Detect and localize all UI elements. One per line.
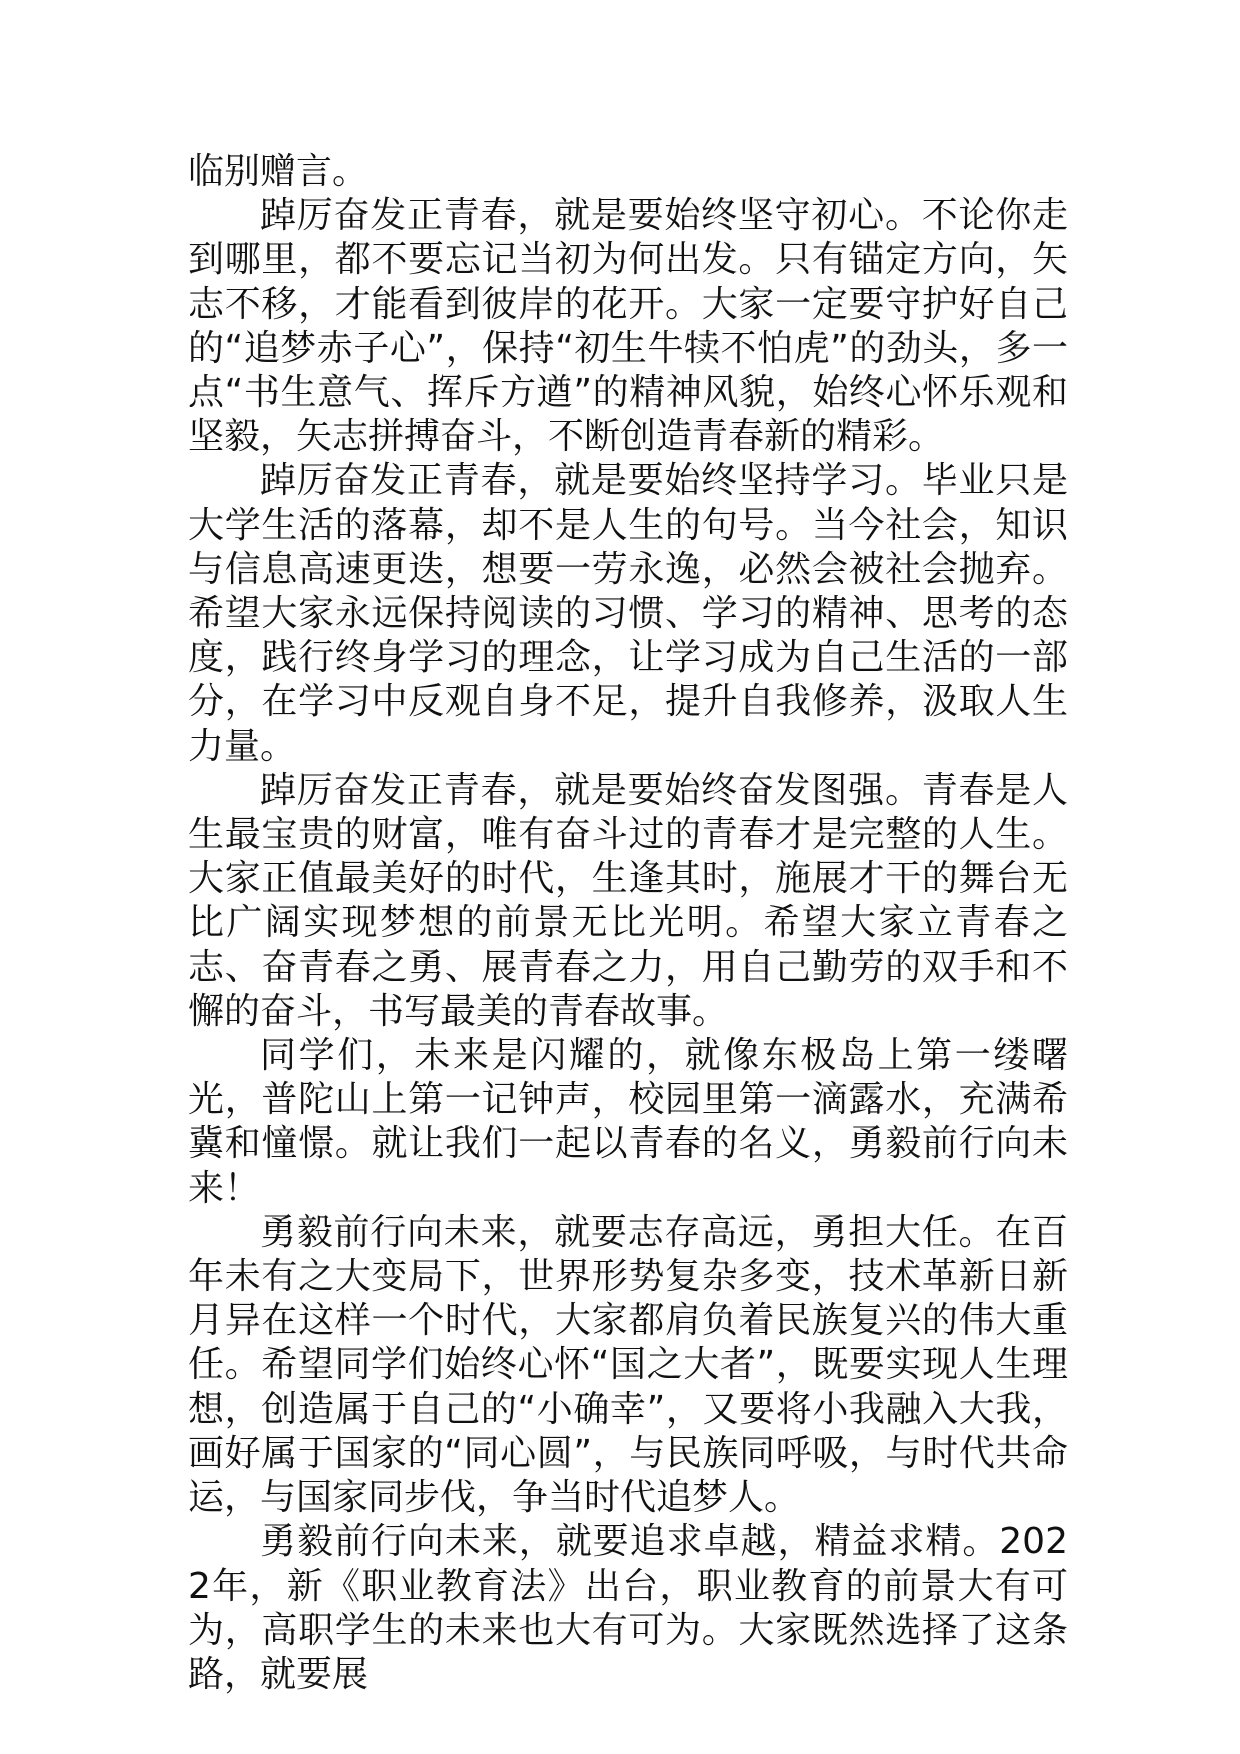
paragraph-6: 勇毅前行向未来，就要志存高远，勇担大任。在百年未有之大变局下，世界形势复杂多变，技术革新日新月异在这样一个时代，大家都肩负着民族复兴的伟大重任。希望同学们始终心怀“国之大者”，既要实现人生理想，创造属于自己的“小确幸”，又要将小我融入大我，画好属于国家的“同心圆”，与民族同呼吸，与时代共命运，与国家同步伐，争当时代追梦人。 [188,1211,1068,1519]
paragraph-1: 临别赠言。 [188,151,369,192]
document-body [188,150,1068,1697]
paragraph-2: 踔厉奋发正青春，就是要始终坚守初心。不论你走到哪里，都不要忘记当初为何出发。只有锚定方向，矢志不移，才能看到彼岸的花开。大家一定要守护好自己的“追梦赤子心”，保持“初生牛犊不怕虎”的劲头，多一点“书生意气、挥斥方遒”的精神风貌，始终心怀乐观和坚毅，矢志拼搏奋斗，不断创造青春新的精彩。 [188,195,1068,458]
paragraph-4: 踔厉奋发正青春，就是要始终奋发图强。青春是人生最宝贵的财富，唯有奋斗过的青春才是完整的人生。大家正值最美好的时代，生逢其时，施展才干的舞台无比广阔实现梦想的前景无比光明。希望大家立青春之志、奋青春之勇、展青春之力，用自己勤劳的双手和不懈的奋斗，书写最美的青春故事。 [188,769,1068,1032]
paragraph-5: 同学们，未来是闪耀的，就像东极岛上第一缕曙光，普陀山上第一记钟声，校园里第一滴露水，充满希冀和憧憬。就让我们一起以青春的名义，勇毅前行向未来！ [188,1035,1068,1209]
paragraph-3: 踔厉奋发正青春，就是要始终坚持学习。毕业只是大学生活的落幕，却不是人生的句号。当今社会，知识与信息高速更迭，想要一劳永逸，必然会被社会抛弃。希望大家永远保持阅读的习惯、学习的精神、思考的态度，践行终身学习的理念，让学习成为自己生活的一部分，在学习中反观自身不足，提升自我修养，汲取人生力量。 [188,460,1068,767]
paragraph-7: 勇毅前行向未来，就要追求卓越，精益求精。2022年，新《职业教育法》出台，职业教育的前景大有可为，高职学生的未来也大有可为。大家既然选择了这条路，就要展 [188,1521,1068,1695]
